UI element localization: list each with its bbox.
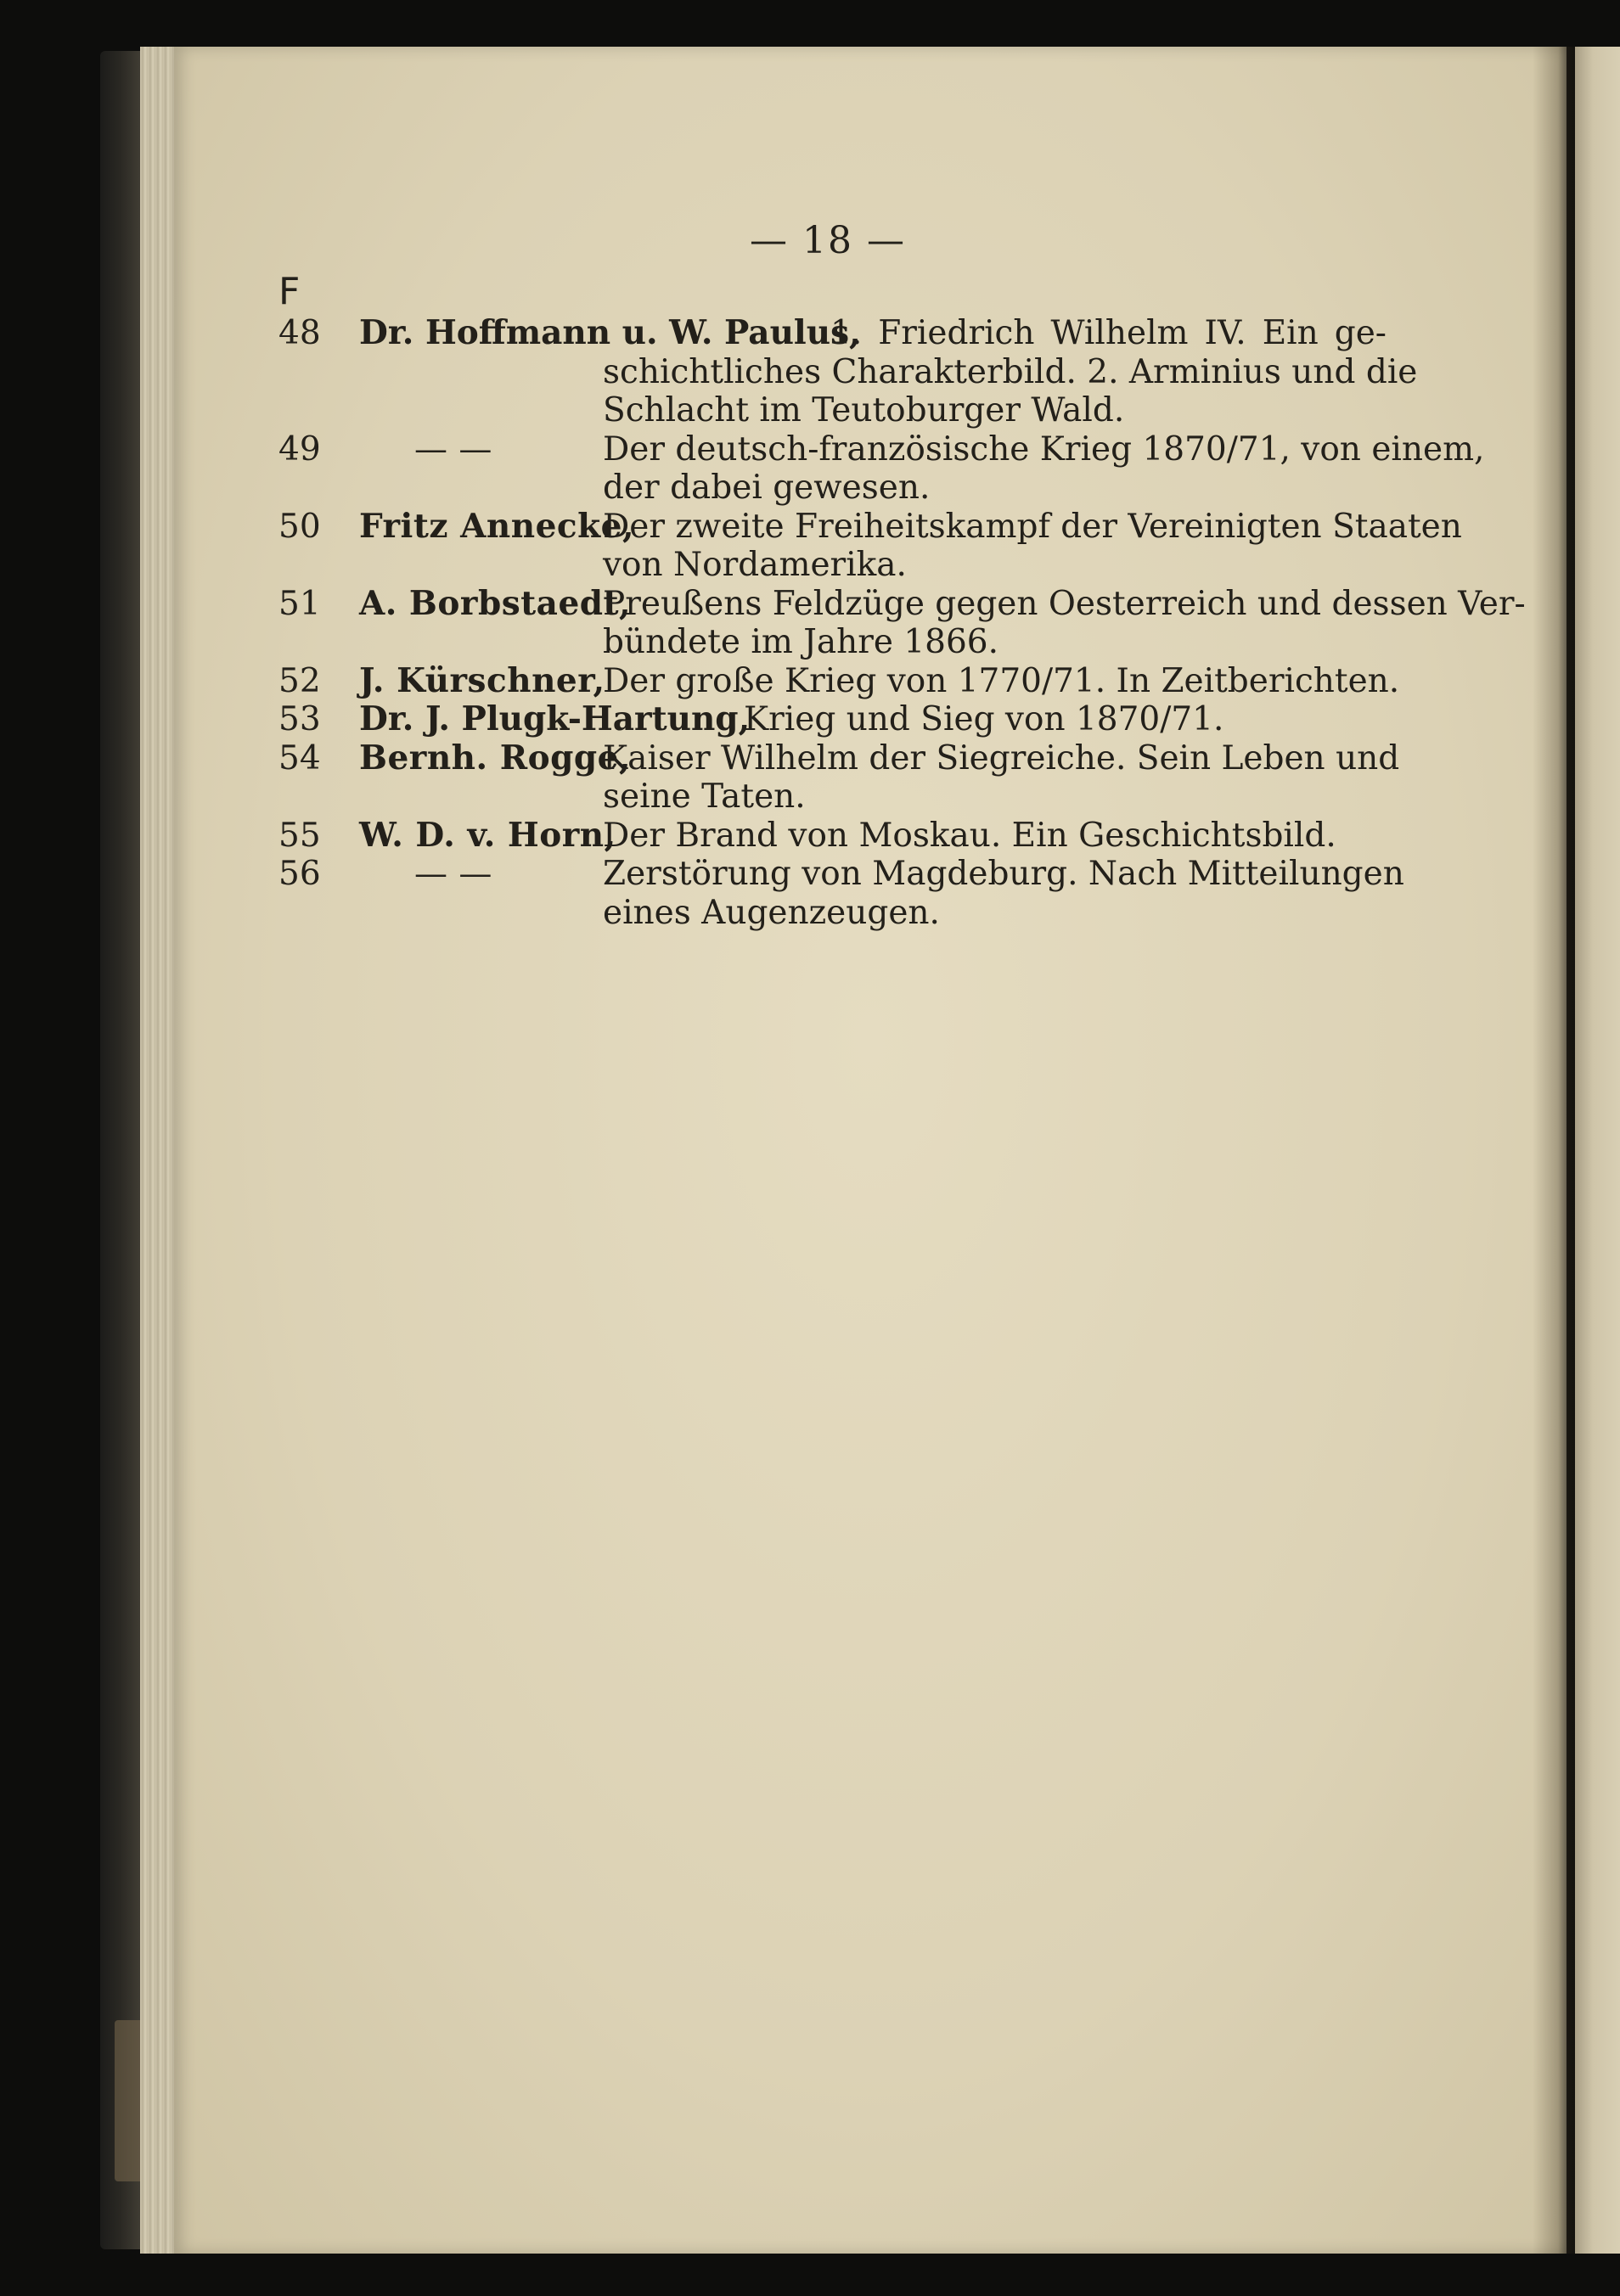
entry-number: 56: [278, 855, 321, 893]
entry-list: [278, 313, 1526, 932]
entry-author: Fritz Annecke,: [359, 506, 635, 546]
entry-51: [278, 583, 1526, 662]
entry-text-line: schichtliches Charakterbild. 2. Arminius und die: [603, 352, 1418, 391]
entry-text-line: von Nordamerika.: [603, 546, 907, 584]
page-number: — 18 —: [750, 219, 906, 262]
entry-author: Dr. Hoffmann u. W. Paulus,: [359, 313, 861, 352]
entry-49: [278, 429, 1485, 508]
entry-number: 53: [278, 700, 321, 738]
entry-number: 49: [278, 429, 321, 469]
entry-author: Bernh. Rogge,: [359, 738, 632, 777]
entry-50: [278, 506, 1462, 585]
entry-author: — —: [414, 429, 492, 469]
entry-text-line: Preußens Feldzüge gegen Oesterreich und dessen Ver-: [603, 584, 1526, 623]
entry-54: [278, 738, 1400, 817]
entry-56: [278, 855, 1404, 932]
entry-author: Dr. J. Plugk-Hartung,: [359, 699, 751, 738]
entry-text-line: Der zweite Freiheitskampf der Vereinigten Staaten: [603, 507, 1462, 546]
entry-text-line: seine Taten.: [603, 777, 806, 816]
entry-number: 51: [278, 584, 321, 623]
entry-text-line: Kaiser Wilhelm der Siegreiche. Sein Leben und: [603, 738, 1400, 777]
entry-author: A. Borbstaedt,: [359, 583, 632, 623]
entry-text-line: Der große Krieg von 1770/71. In Zeitberichten.: [603, 661, 1400, 700]
entry-text-line: Der Brand von Moskau. Ein Geschichtsbild.: [603, 816, 1336, 855]
entry-number: 54: [278, 738, 321, 777]
section-letter: F: [278, 270, 301, 313]
entry-author: J. Kürschner,: [359, 660, 605, 700]
entry-number: 55: [278, 816, 321, 855]
entry-author: W. D. v. Horn,: [359, 815, 616, 855]
entry-number: 52: [278, 661, 321, 700]
entry-text-line: bündete im Jahre 1866.: [603, 623, 999, 661]
page-gutter: [1533, 47, 1575, 2254]
entry-text-line: der dabei gewesen.: [603, 469, 931, 507]
entry-text-line: eines Augenzeugen.: [603, 893, 940, 932]
entry-text-line: Der deutsch-französische Krieg 1870/71, von einem,: [603, 429, 1485, 469]
entry-number: 50: [278, 507, 321, 546]
entry-text-line: 1. Friedrich Wilhelm IV. Ein ge-: [830, 314, 1387, 352]
entry-48: [278, 313, 1418, 430]
entry-text-line: Schlacht im Teutoburger Wald.: [603, 391, 1125, 429]
entry-52: [278, 660, 1400, 701]
facing-page-edge: [1575, 47, 1620, 2254]
entry-text-line: Krieg und Sieg von 1870/71.: [744, 700, 1224, 738]
entry-53: [278, 700, 1387, 739]
entry-number: 48: [278, 314, 321, 352]
entry-55: [278, 817, 1387, 856]
entry-author: — —: [414, 855, 492, 893]
entry-text-line: Zerstörung von Magdeburg. Nach Mitteilungen: [603, 855, 1404, 893]
